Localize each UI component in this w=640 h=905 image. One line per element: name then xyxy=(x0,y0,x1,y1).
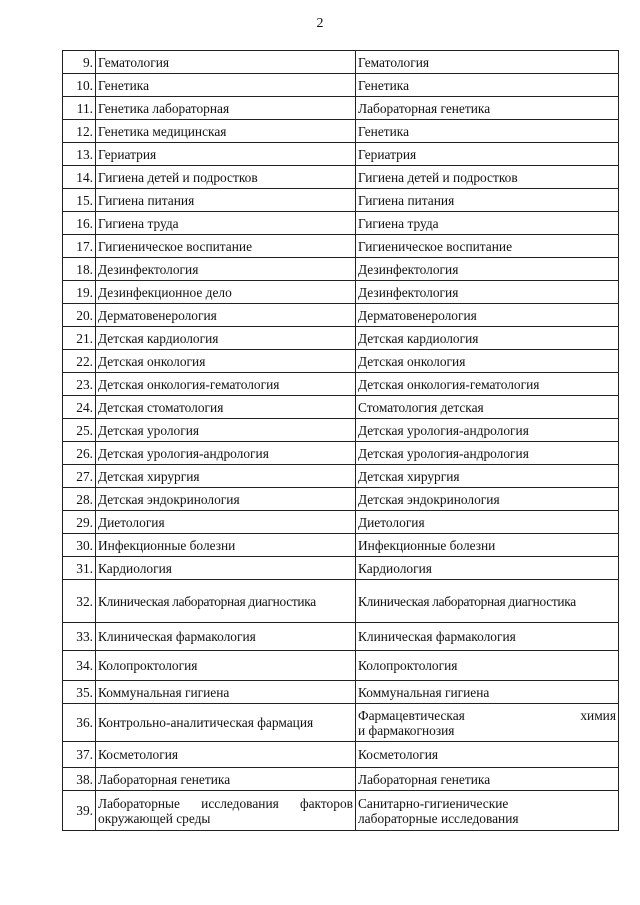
specialty-name: Генетика xyxy=(96,74,356,97)
row-number: 15. xyxy=(63,189,96,212)
equivalent-specialty: Дезинфектология xyxy=(356,258,619,281)
equivalent-specialty: Гериатрия xyxy=(356,143,619,166)
equivalent-part: Фармацевтическая xyxy=(358,707,465,723)
equivalent-part: и фармакогнозия xyxy=(358,722,455,738)
row-number: 30. xyxy=(63,534,96,557)
row-number: 16. xyxy=(63,212,96,235)
equivalent-specialty: Детская эндокринология xyxy=(356,488,619,511)
equivalent-specialty: Детская урология-андрология xyxy=(356,442,619,465)
row-number: 23. xyxy=(63,373,96,396)
equivalent-specialty: Гигиена труда xyxy=(356,212,619,235)
equivalent-specialty xyxy=(356,704,619,742)
row-number: 32. xyxy=(63,580,96,623)
table-row xyxy=(63,373,619,396)
specialty-name: Гематология xyxy=(96,51,356,74)
specialty-name xyxy=(96,791,356,831)
specialty-name: Гигиеническое воспитание xyxy=(96,235,356,258)
equivalent-specialty: Гигиеническое воспитание xyxy=(356,235,619,258)
table-row xyxy=(63,143,619,166)
page-number: 2 xyxy=(316,16,324,31)
table-row xyxy=(63,212,619,235)
specialty-name: Колопроктология xyxy=(96,651,356,681)
equivalent-specialty: Генетика xyxy=(356,74,619,97)
row-number: 9. xyxy=(63,51,96,74)
table-row xyxy=(63,419,619,442)
row-number: 14. xyxy=(63,166,96,189)
equivalent-specialty: Косметология xyxy=(356,742,619,768)
specialty-name: Гериатрия xyxy=(96,143,356,166)
row-number: 34. xyxy=(63,651,96,681)
specialty-name: Генетика лабораторная xyxy=(96,97,356,120)
row-number: 37. xyxy=(63,742,96,768)
specialty-name: Детская онкология xyxy=(96,350,356,373)
specialty-name: Контрольно-аналитическая фармация xyxy=(96,704,356,742)
row-number: 12. xyxy=(63,120,96,143)
specialty-name: Дезинфектология xyxy=(96,258,356,281)
table-row xyxy=(63,74,619,97)
equivalent-specialty: Диетология xyxy=(356,511,619,534)
table-row xyxy=(63,258,619,281)
equivalent-specialty: Клиническая лабораторная диагностика xyxy=(356,580,619,623)
specialty-name: Лабораторная генетика xyxy=(96,768,356,791)
table-row xyxy=(63,189,619,212)
row-number: 22. xyxy=(63,350,96,373)
table-row xyxy=(63,235,619,258)
table-row xyxy=(63,768,619,791)
equivalent-specialty: Гематология xyxy=(356,51,619,74)
row-number: 26. xyxy=(63,442,96,465)
equivalent-specialty: Детская кардиология xyxy=(356,327,619,350)
specialty-part: Лабораторные xyxy=(98,795,180,811)
equivalent-specialty: Лабораторная генетика xyxy=(356,768,619,791)
equivalent-specialty: Клиническая фармакология xyxy=(356,623,619,651)
equivalent-specialty: Инфекционные болезни xyxy=(356,534,619,557)
table-row xyxy=(63,51,619,74)
equivalent-part: химия xyxy=(580,707,616,723)
equivalent-specialty: Детская онкология-гематология xyxy=(356,373,619,396)
table-row xyxy=(63,791,619,831)
equivalent-specialty: Детская урология-андрология xyxy=(356,419,619,442)
table-row xyxy=(63,396,619,419)
row-number: 19. xyxy=(63,281,96,304)
equivalent-specialty: Детская хирургия xyxy=(356,465,619,488)
row-number: 21. xyxy=(63,327,96,350)
row-number: 39. xyxy=(63,791,96,831)
equivalent-specialty: Колопроктология xyxy=(356,651,619,681)
equivalent-specialty: Дезинфектология xyxy=(356,281,619,304)
table-row xyxy=(63,304,619,327)
specialty-name: Косметология xyxy=(96,742,356,768)
specialty-name: Гигиена труда xyxy=(96,212,356,235)
specialty-name: Клиническая лабораторная диагностика xyxy=(96,580,356,623)
table-row xyxy=(63,465,619,488)
equivalent-specialty: Детская онкология xyxy=(356,350,619,373)
specialty-name: Коммунальная гигиена xyxy=(96,681,356,704)
specialty-name: Детская эндокринология xyxy=(96,488,356,511)
table-row xyxy=(63,651,619,681)
specialty-name: Дерматовенерология xyxy=(96,304,356,327)
equivalent-part: лабораторные исследования xyxy=(358,810,519,826)
specialty-name: Детская урология-андрология xyxy=(96,442,356,465)
specialty-name: Дезинфекционное дело xyxy=(96,281,356,304)
row-number: 29. xyxy=(63,511,96,534)
specialty-part: исследования xyxy=(201,795,279,811)
table-row xyxy=(63,442,619,465)
table-row xyxy=(63,488,619,511)
specialty-name: Детская кардиология xyxy=(96,327,356,350)
row-number: 38. xyxy=(63,768,96,791)
row-number: 10. xyxy=(63,74,96,97)
specialty-name: Детская онкология-гематология xyxy=(96,373,356,396)
equivalent-specialty: Генетика xyxy=(356,120,619,143)
row-number: 25. xyxy=(63,419,96,442)
row-number: 18. xyxy=(63,258,96,281)
specialty-name: Инфекционные болезни xyxy=(96,534,356,557)
specialty-name: Генетика медицинская xyxy=(96,120,356,143)
row-number: 31. xyxy=(63,557,96,580)
specialty-name: Гигиена детей и подростков xyxy=(96,166,356,189)
row-number: 36. xyxy=(63,704,96,742)
table-row xyxy=(63,166,619,189)
table-row xyxy=(63,623,619,651)
equivalent-specialty: Дерматовенерология xyxy=(356,304,619,327)
equivalent-specialty: Гигиена питания xyxy=(356,189,619,212)
specialty-name: Клиническая фармакология xyxy=(96,623,356,651)
row-number: 24. xyxy=(63,396,96,419)
specialty-name: Детская хирургия xyxy=(96,465,356,488)
equivalent-specialty: Стоматология детская xyxy=(356,396,619,419)
row-number: 17. xyxy=(63,235,96,258)
table-row xyxy=(63,557,619,580)
row-number: 20. xyxy=(63,304,96,327)
specialty-name: Диетология xyxy=(96,511,356,534)
table-row xyxy=(63,327,619,350)
equivalent-specialty: Коммунальная гигиена xyxy=(356,681,619,704)
specialty-name: Гигиена питания xyxy=(96,189,356,212)
row-number: 11. xyxy=(63,97,96,120)
equivalent-part: Санитарно-гигиенические xyxy=(358,795,509,811)
specialty-name: Детская стоматология xyxy=(96,396,356,419)
table-row xyxy=(63,511,619,534)
specialty-part: окружающей среды xyxy=(98,810,211,826)
table-row xyxy=(63,97,619,120)
table-row xyxy=(63,681,619,704)
table-row xyxy=(63,742,619,768)
equivalent-specialty xyxy=(356,791,619,831)
row-number: 35. xyxy=(63,681,96,704)
table-row xyxy=(63,281,619,304)
specialty-part: факторов xyxy=(299,795,353,811)
row-number: 27. xyxy=(63,465,96,488)
equivalent-specialty: Лабораторная генетика xyxy=(356,97,619,120)
table-row xyxy=(63,704,619,742)
table-row xyxy=(63,120,619,143)
table-row xyxy=(63,580,619,623)
specialty-name: Кардиология xyxy=(96,557,356,580)
row-number: 28. xyxy=(63,488,96,511)
table-row xyxy=(63,350,619,373)
table-row xyxy=(63,534,619,557)
specialties-table xyxy=(62,50,619,831)
row-number: 33. xyxy=(63,623,96,651)
equivalent-specialty: Гигиена детей и подростков xyxy=(356,166,619,189)
specialty-name: Детская урология xyxy=(96,419,356,442)
equivalent-specialty: Кардиология xyxy=(356,557,619,580)
row-number: 13. xyxy=(63,143,96,166)
